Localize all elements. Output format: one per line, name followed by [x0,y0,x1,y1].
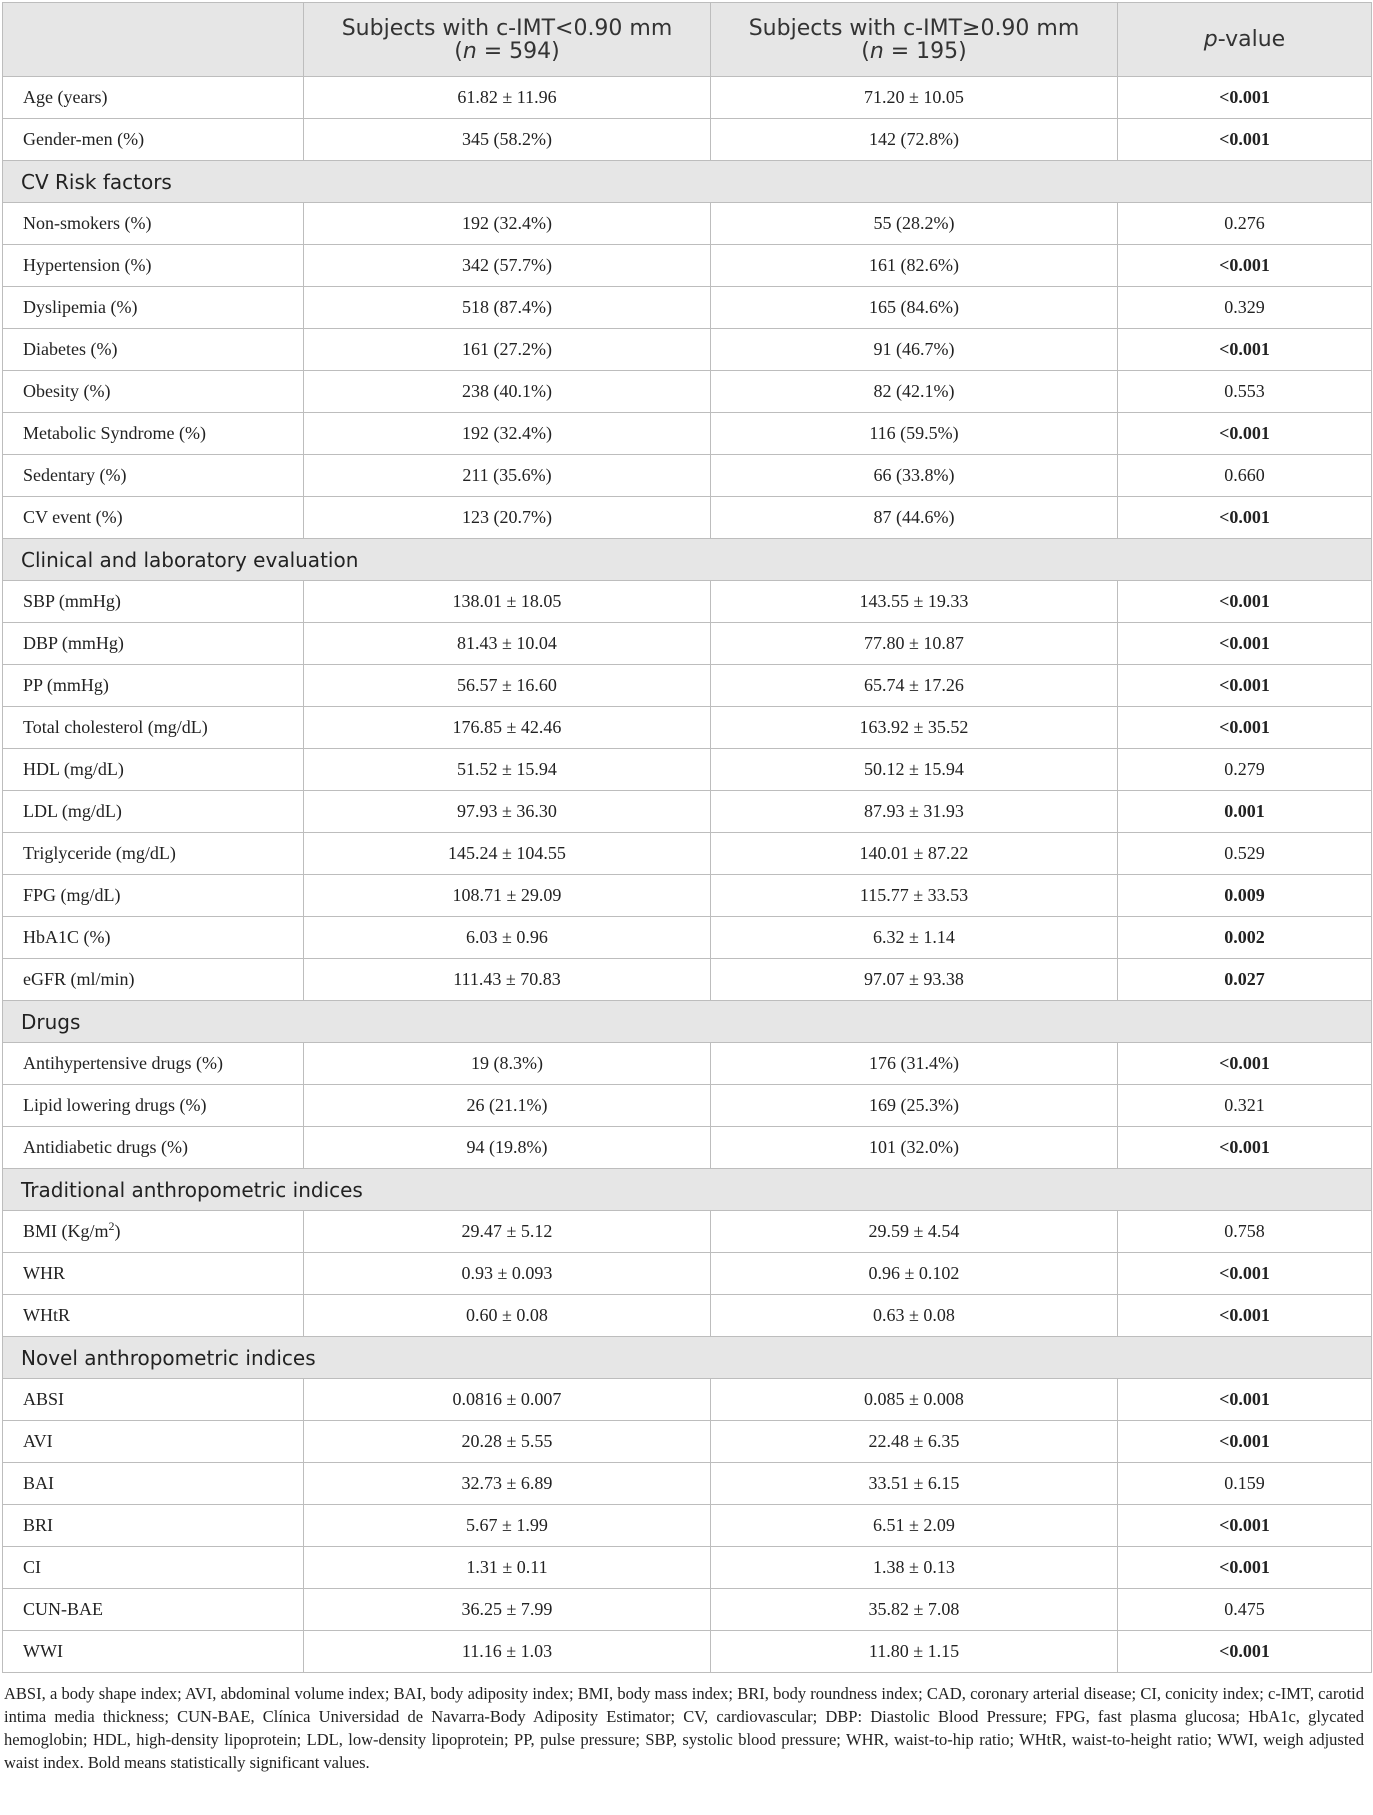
table-row [3,1421,1372,1463]
value-low-cimt: 145.24 ± 104.55 [304,833,711,875]
value-high-cimt: 91 (46.7%) [711,329,1118,371]
p-value: <0.001 [1118,1547,1372,1589]
value-high-cimt: 29.59 ± 4.54 [711,1211,1118,1253]
row-label: Non-smokers (%) [3,203,304,245]
value-low-cimt: 0.60 ± 0.08 [304,1295,711,1337]
header-p-value: p-value [1118,3,1372,77]
p-value: <0.001 [1118,413,1372,455]
value-low-cimt: 19 (8.3%) [304,1043,711,1085]
row-label: Dyslipemia (%) [3,287,304,329]
row-label: Sedentary (%) [3,455,304,497]
table-row [3,329,1372,371]
value-high-cimt: 97.07 ± 93.38 [711,959,1118,1001]
results-table [2,2,1372,1673]
value-high-cimt: 71.20 ± 10.05 [711,77,1118,119]
header-group-high-cimt [711,3,1118,77]
row-label: Total cholesterol (mg/dL) [3,707,304,749]
p-value: 0.475 [1118,1589,1372,1631]
section-row [3,161,1372,203]
value-low-cimt: 518 (87.4%) [304,287,711,329]
p-value: <0.001 [1118,1379,1372,1421]
p-value: 0.027 [1118,959,1372,1001]
table-row [3,1379,1372,1421]
p-value: <0.001 [1118,1295,1372,1337]
value-low-cimt: 211 (35.6%) [304,455,711,497]
row-label: Metabolic Syndrome (%) [3,413,304,455]
p-value: 0.553 [1118,371,1372,413]
value-low-cimt: 0.0816 ± 0.007 [304,1379,711,1421]
value-high-cimt: 176 (31.4%) [711,1043,1118,1085]
row-label-superscript: 2 [108,1219,115,1233]
p-value: <0.001 [1118,707,1372,749]
table-row [3,77,1372,119]
value-low-cimt: 192 (32.4%) [304,203,711,245]
value-low-cimt: 342 (57.7%) [304,245,711,287]
value-low-cimt: 97.93 ± 36.30 [304,791,711,833]
table-row [3,371,1372,413]
table-row [3,791,1372,833]
header-group-high-title: Subjects with c-IMT≥0.90 mm [748,15,1080,41]
table-row [3,413,1372,455]
value-low-cimt: 61.82 ± 11.96 [304,77,711,119]
p-value: 0.660 [1118,455,1372,497]
table-row [3,1085,1372,1127]
p-value: 0.001 [1118,791,1372,833]
section-heading: CV Risk factors [3,161,1372,203]
header-group-low-title: Subjects with c-IMT<0.90 mm [341,15,673,41]
value-high-cimt: 140.01 ± 87.22 [711,833,1118,875]
row-label: Hypertension (%) [3,245,304,287]
value-high-cimt: 1.38 ± 0.13 [711,1547,1118,1589]
p-value: <0.001 [1118,1127,1372,1169]
table-row [3,1043,1372,1085]
table-row [3,1463,1372,1505]
p-value: <0.001 [1118,329,1372,371]
table-row [3,665,1372,707]
table-footnote: ABSI, a body shape index; AVI, abdominal volume index; BAI, body adiposity index; BMI, body mass index; BRI, body roundness index; CAD, coronary arterial disease; CI, conicity index; c-IMT, carotid intima media thickness; CUN-BAE, Clínica Universidad de Navarra-Body Adiposity Estimator; CV, cardiovascular; DBP: Diastolic Blood Pressure; FPG, fast plasma glucosa; HbA1c, glycated hemoglobin; HDL, high-density lipoprotein; LDL, low-density lipoprotein; PP, pulse pressure; SBP, systolic blood pressure; WHR, waist-to-hip ratio; WHtR, waist-to-height ratio; WWI, weigh adjusted waist index. Bold means statistically significant values. [4,1684,1364,1772]
row-label: eGFR (ml/min) [3,959,304,1001]
p-value: 0.159 [1118,1463,1372,1505]
p-value: 0.758 [1118,1211,1372,1253]
row-label: BRI [3,1505,304,1547]
value-high-cimt: 161 (82.6%) [711,245,1118,287]
value-high-cimt: 143.55 ± 19.33 [711,581,1118,623]
row-label: Lipid lowering drugs (%) [3,1085,304,1127]
value-low-cimt: 176.85 ± 42.46 [304,707,711,749]
value-low-cimt: 20.28 ± 5.55 [304,1421,711,1463]
p-value: <0.001 [1118,1253,1372,1295]
value-low-cimt: 26 (21.1%) [304,1085,711,1127]
row-label-text: BMI (Kg/m [23,1221,109,1241]
table-row [3,287,1372,329]
value-high-cimt: 163.92 ± 35.52 [711,707,1118,749]
table-row [3,1505,1372,1547]
row-label: Antidiabetic drugs (%) [3,1127,304,1169]
value-high-cimt: 50.12 ± 15.94 [711,749,1118,791]
section-heading: Drugs [3,1001,1372,1043]
value-high-cimt: 115.77 ± 33.53 [711,875,1118,917]
table-row [3,1127,1372,1169]
section-heading: Novel anthropometric indices [3,1337,1372,1379]
row-label: BAI [3,1463,304,1505]
row-label: CI [3,1547,304,1589]
value-low-cimt: 11.16 ± 1.03 [304,1631,711,1673]
value-low-cimt: 5.67 ± 1.99 [304,1505,711,1547]
p-value: <0.001 [1118,581,1372,623]
header-row [3,3,1372,77]
value-high-cimt: 35.82 ± 7.08 [711,1589,1118,1631]
p-value: 0.279 [1118,749,1372,791]
section-row [3,1001,1372,1043]
row-label: WHR [3,1253,304,1295]
value-high-cimt: 0.96 ± 0.102 [711,1253,1118,1295]
table-row [3,1253,1372,1295]
value-low-cimt: 36.25 ± 7.99 [304,1589,711,1631]
table-row [3,1547,1372,1589]
document [0,2,1373,1774]
table-row [3,1631,1372,1673]
value-high-cimt: 66 (33.8%) [711,455,1118,497]
row-label: WHtR [3,1295,304,1337]
value-low-cimt: 238 (40.1%) [304,371,711,413]
row-label: CUN-BAE [3,1589,304,1631]
table-row [3,455,1372,497]
row-label: SBP (mmHg) [3,581,304,623]
value-high-cimt: 55 (28.2%) [711,203,1118,245]
row-label: HbA1C (%) [3,917,304,959]
row-label-suffix: ) [114,1221,121,1241]
row-label: WWI [3,1631,304,1673]
row-label: FPG (mg/dL) [3,875,304,917]
p-value: <0.001 [1118,1043,1372,1085]
value-low-cimt: 111.43 ± 70.83 [304,959,711,1001]
value-high-cimt: 6.32 ± 1.14 [711,917,1118,959]
value-high-cimt: 82 (42.1%) [711,371,1118,413]
value-high-cimt: 0.085 ± 0.008 [711,1379,1118,1421]
row-label: LDL (mg/dL) [3,791,304,833]
row-label: Obesity (%) [3,371,304,413]
row-label: PP (mmHg) [3,665,304,707]
row-label: DBP (mmHg) [3,623,304,665]
table-row [3,581,1372,623]
section-row [3,539,1372,581]
p-value: <0.001 [1118,1631,1372,1673]
p-value: <0.001 [1118,665,1372,707]
value-high-cimt: 101 (32.0%) [711,1127,1118,1169]
table-row [3,1211,1372,1253]
value-low-cimt: 0.93 ± 0.093 [304,1253,711,1295]
value-low-cimt: 345 (58.2%) [304,119,711,161]
p-value: 0.321 [1118,1085,1372,1127]
p-value: 0.276 [1118,203,1372,245]
value-high-cimt: 77.80 ± 10.87 [711,623,1118,665]
table-row [3,1295,1372,1337]
header-group-high-n: (n = 195) [861,38,967,64]
section-heading: Traditional anthropometric indices [3,1169,1372,1211]
table-row [3,707,1372,749]
p-value: 0.529 [1118,833,1372,875]
value-low-cimt: 51.52 ± 15.94 [304,749,711,791]
table-row [3,497,1372,539]
p-value: <0.001 [1118,623,1372,665]
value-low-cimt: 138.01 ± 18.05 [304,581,711,623]
table-row [3,623,1372,665]
row-label: Age (years) [3,77,304,119]
value-low-cimt: 123 (20.7%) [304,497,711,539]
value-high-cimt: 33.51 ± 6.15 [711,1463,1118,1505]
table-row [3,875,1372,917]
value-high-cimt: 22.48 ± 6.35 [711,1421,1118,1463]
value-high-cimt: 6.51 ± 2.09 [711,1505,1118,1547]
row-label: Diabetes (%) [3,329,304,371]
value-high-cimt: 0.63 ± 0.08 [711,1295,1118,1337]
p-value: <0.001 [1118,1421,1372,1463]
table-row [3,203,1372,245]
value-low-cimt: 32.73 ± 6.89 [304,1463,711,1505]
p-value: <0.001 [1118,245,1372,287]
table-row [3,1589,1372,1631]
table-row [3,833,1372,875]
value-low-cimt: 29.47 ± 5.12 [304,1211,711,1253]
row-label: Antihypertensive drugs (%) [3,1043,304,1085]
value-high-cimt: 11.80 ± 1.15 [711,1631,1118,1673]
row-label: CV event (%) [3,497,304,539]
p-value: 0.002 [1118,917,1372,959]
table-header [3,3,1372,77]
p-value: 0.009 [1118,875,1372,917]
p-value: <0.001 [1118,1505,1372,1547]
value-high-cimt: 87 (44.6%) [711,497,1118,539]
value-low-cimt: 94 (19.8%) [304,1127,711,1169]
section-heading: Clinical and laboratory evaluation [3,539,1372,581]
p-value: <0.001 [1118,119,1372,161]
value-high-cimt: 169 (25.3%) [711,1085,1118,1127]
table-row [3,119,1372,161]
value-low-cimt: 6.03 ± 0.96 [304,917,711,959]
row-label: HDL (mg/dL) [3,749,304,791]
value-low-cimt: 81.43 ± 10.04 [304,623,711,665]
table-row [3,917,1372,959]
table-row [3,245,1372,287]
row-label: Gender-men (%) [3,119,304,161]
p-value: <0.001 [1118,497,1372,539]
row-label: AVI [3,1421,304,1463]
table-row [3,959,1372,1001]
p-value: <0.001 [1118,77,1372,119]
value-low-cimt: 161 (27.2%) [304,329,711,371]
header-group-low-n: (n = 594) [454,38,560,64]
value-low-cimt: 192 (32.4%) [304,413,711,455]
value-high-cimt: 116 (59.5%) [711,413,1118,455]
value-low-cimt: 1.31 ± 0.11 [304,1547,711,1589]
row-label: ABSI [3,1379,304,1421]
value-high-cimt: 142 (72.8%) [711,119,1118,161]
section-row [3,1169,1372,1211]
header-group-low-cimt [304,3,711,77]
table-body [3,77,1372,1673]
section-row [3,1337,1372,1379]
p-value: 0.329 [1118,287,1372,329]
value-high-cimt: 165 (84.6%) [711,287,1118,329]
table-row [3,749,1372,791]
row-label: Triglyceride (mg/dL) [3,833,304,875]
row-label [3,1211,304,1253]
value-high-cimt: 65.74 ± 17.26 [711,665,1118,707]
value-low-cimt: 56.57 ± 16.60 [304,665,711,707]
value-low-cimt: 108.71 ± 29.09 [304,875,711,917]
value-high-cimt: 87.93 ± 31.93 [711,791,1118,833]
header-variable [3,3,304,77]
